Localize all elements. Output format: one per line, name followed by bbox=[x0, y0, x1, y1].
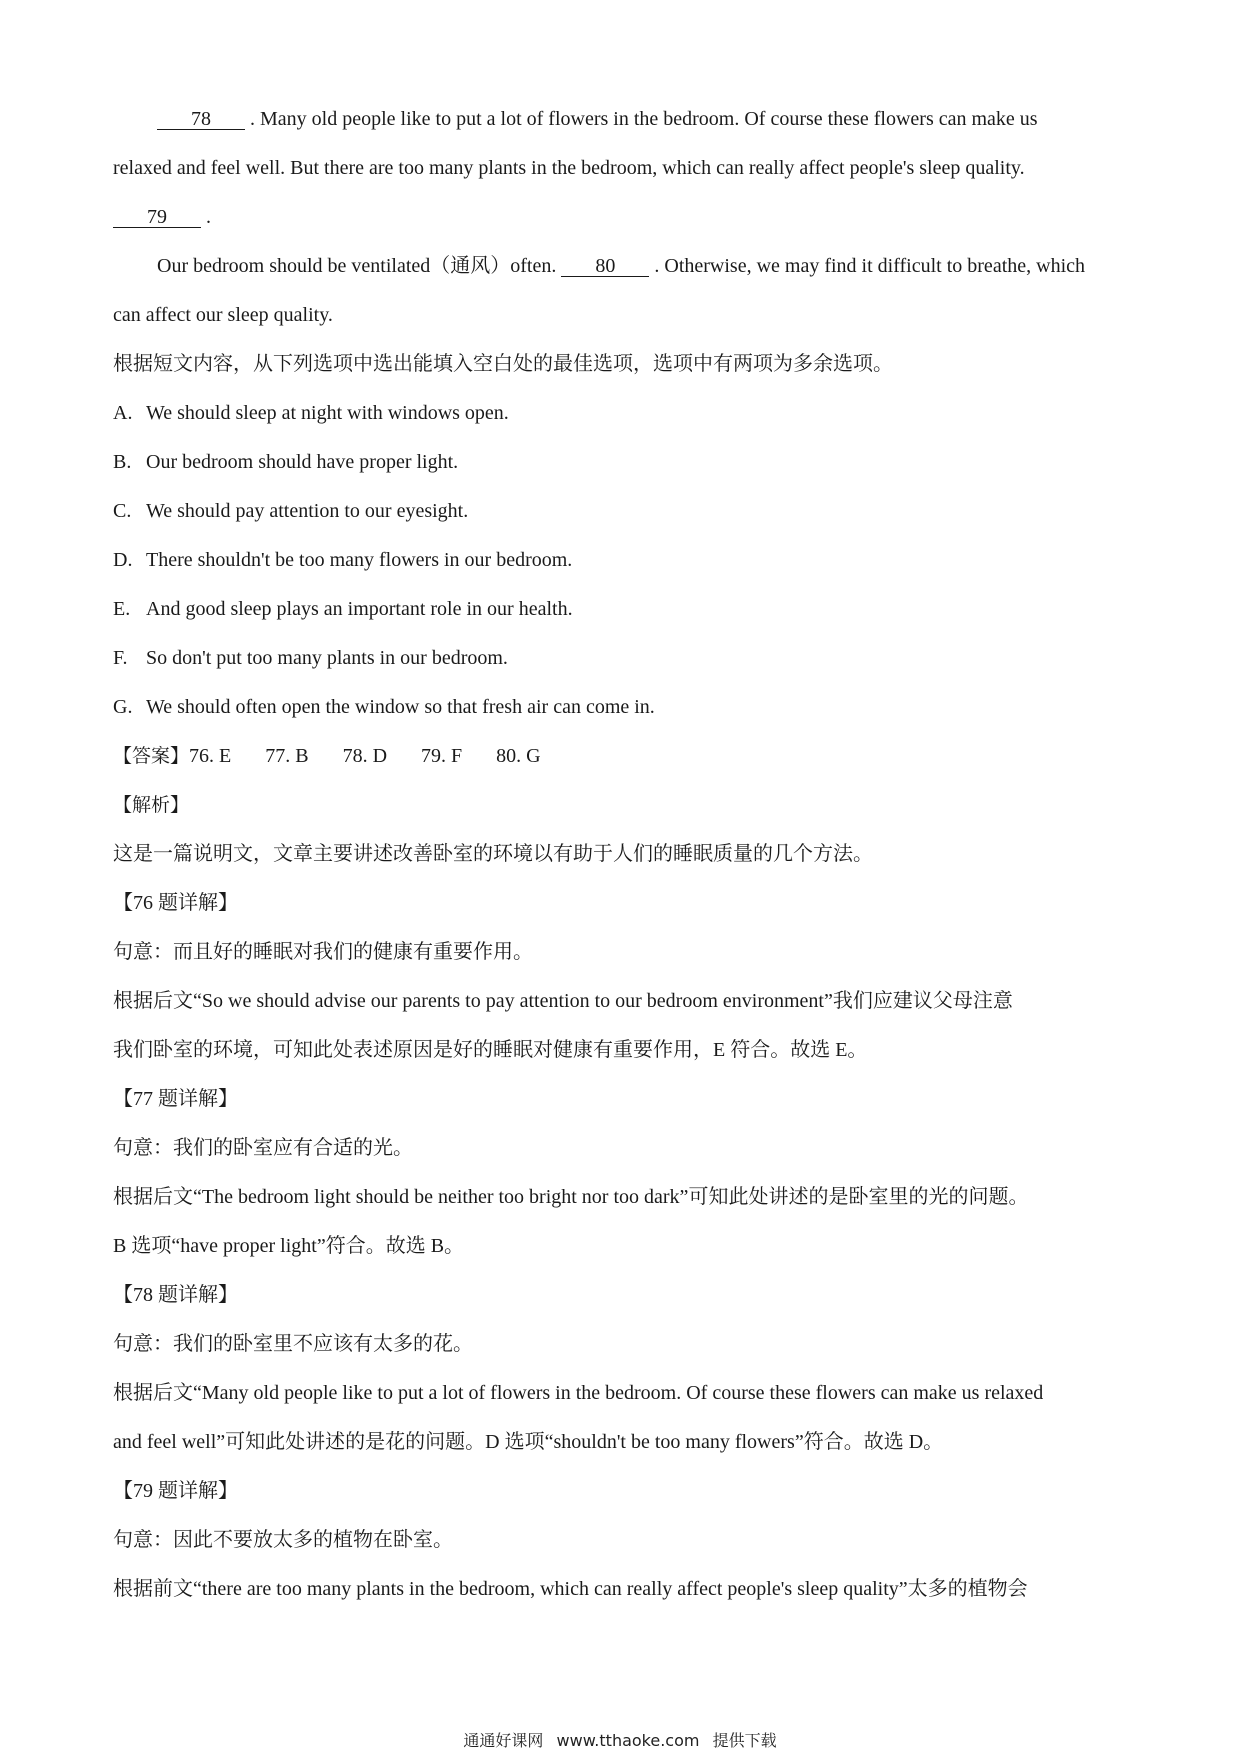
option-g bbox=[113, 695, 655, 719]
option-text: So don't put too many plants in our bedroom. bbox=[146, 647, 508, 669]
passage-line-4 bbox=[157, 254, 1085, 278]
analysis-label: 【解析】 bbox=[113, 794, 190, 816]
q78-title: 【78 题详解】 bbox=[113, 1284, 238, 1306]
passage-line-1 bbox=[157, 107, 1038, 131]
option-letter: G. bbox=[113, 696, 133, 718]
q77-meaning: 句意：我们的卧室应有合适的光。 bbox=[113, 1137, 413, 1159]
answer-item: 76. E bbox=[189, 745, 232, 767]
q77-line-1: 根据后文“The bedroom light should be neither too bright nor too dark”可知此处讲述的是卧室里的光的问题。 bbox=[113, 1186, 1029, 1208]
passage-line-5: can affect our sleep quality. bbox=[113, 304, 333, 326]
passage-line-2: relaxed and feel well. But there are too many plants in the bedroom, which can really affect people's sleep quality. bbox=[113, 157, 1025, 179]
passage-text: Our bedroom should be ventilated（通风）often. bbox=[157, 255, 562, 277]
option-text: We should often open the window so that fresh air can come in. bbox=[146, 696, 655, 718]
footer-url[interactable]: www.tthaoke.com bbox=[556, 1731, 700, 1750]
footer-note: 提供下载 bbox=[712, 1731, 777, 1750]
option-e bbox=[113, 597, 573, 621]
option-d bbox=[113, 548, 572, 572]
passage-text: . bbox=[201, 206, 211, 228]
answer-item: 80. G bbox=[496, 745, 541, 767]
q78-line-2: and feel well”可知此处讲述的是花的问题。D 选项“shouldn't be too many flowers”符合。故选 D。 bbox=[113, 1431, 944, 1453]
option-text: Our bedroom should have proper light. bbox=[146, 451, 459, 473]
option-letter: C. bbox=[113, 500, 132, 522]
answer-line bbox=[113, 744, 541, 768]
q78-meaning: 句意：我们的卧室里不应该有太多的花。 bbox=[113, 1333, 473, 1355]
passage-text: . Many old people like to put a lot of flowers in the bedroom. Of course these flowers can make us bbox=[245, 108, 1038, 130]
answer-item: 77. B bbox=[265, 745, 309, 767]
option-a bbox=[113, 401, 509, 425]
answer-item: 79. F bbox=[421, 745, 463, 767]
q76-title: 【76 题详解】 bbox=[113, 892, 238, 914]
option-text: We should pay attention to our eyesight. bbox=[146, 500, 469, 522]
footer-site-name: 通通好课网 bbox=[463, 1731, 544, 1750]
q79-meaning: 句意：因此不要放太多的植物在卧室。 bbox=[113, 1529, 453, 1551]
answer-label: 【答案】 bbox=[113, 745, 190, 767]
option-letter: A. bbox=[113, 402, 133, 424]
passage-line-3 bbox=[113, 205, 211, 229]
q76-meaning: 句意：而且好的睡眠对我们的健康有重要作用。 bbox=[113, 941, 533, 963]
q77-line-2: B 选项“have proper light”符合。故选 B。 bbox=[113, 1235, 465, 1257]
q77-title: 【77 题详解】 bbox=[113, 1088, 238, 1110]
option-f bbox=[113, 646, 508, 670]
answer-item: 78. D bbox=[342, 745, 388, 767]
option-letter: F. bbox=[113, 647, 128, 669]
analysis-summary: 这是一篇说明文，文章主要讲述改善卧室的环境以有助于人们的睡眠质量的几个方法。 bbox=[113, 843, 873, 865]
q76-line-1: 根据后文“So we should advise our parents to pay attention to our bedroom environment”我们应建议父母注意 bbox=[113, 990, 1013, 1012]
q79-title: 【79 题详解】 bbox=[113, 1480, 238, 1502]
option-b bbox=[113, 450, 458, 474]
blank-78: 78 bbox=[157, 109, 245, 130]
q76-line-2: 我们卧室的环境，可知此处表述原因是好的睡眠对健康有重要作用，E 符合。故选 E。 bbox=[113, 1039, 868, 1061]
instruction: 根据短文内容，从下列选项中选出能填入空白处的最佳选项，选项中有两项为多余选项。 bbox=[113, 353, 893, 375]
option-text: There shouldn't be too many flowers in our bedroom. bbox=[146, 549, 573, 571]
blank-79: 79 bbox=[113, 207, 201, 228]
option-letter: E. bbox=[113, 598, 131, 620]
option-text: And good sleep plays an important role in our health. bbox=[146, 598, 573, 620]
page-footer bbox=[0, 1728, 1240, 1751]
option-text: We should sleep at night with windows open. bbox=[146, 402, 509, 424]
option-letter: B. bbox=[113, 451, 132, 473]
q79-line-1: 根据前文“there are too many plants in the bedroom, which can really affect people's sleep quality”太多的植物会 bbox=[113, 1578, 1028, 1600]
blank-80: 80 bbox=[561, 256, 649, 277]
option-letter: D. bbox=[113, 549, 133, 571]
q78-line-1: 根据后文“Many old people like to put a lot of flowers in the bedroom. Of course these flowers can make us relaxed bbox=[113, 1382, 1044, 1404]
passage-text: . Otherwise, we may find it difficult to breathe, which bbox=[649, 255, 1085, 277]
option-c bbox=[113, 499, 468, 523]
